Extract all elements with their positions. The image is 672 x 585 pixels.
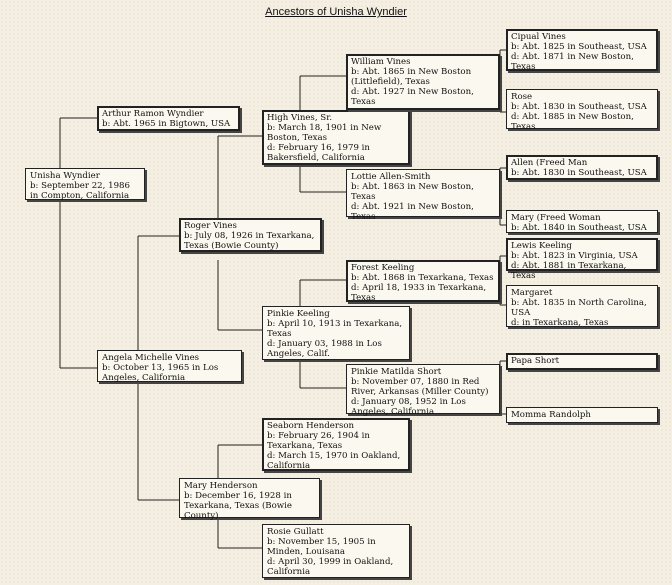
person-arthur [97,106,240,131]
person-angela [97,350,242,382]
person-lewis [506,238,658,281]
person-birth: b: Abt. 1830 in Southeast, USA [511,102,647,112]
person-birth: b: Abt. 1863 in New Boston, Texas [351,182,474,202]
person-name: Mary (Freed Woman [511,213,601,223]
person-birth: b: March 18, 1901 in New Boston, Texas [267,123,382,143]
person-margaret [506,285,658,327]
person-name: Momma Randolph [511,410,591,420]
person-birth: b: Abt. 1840 in Southeast, USA [511,223,647,233]
person-momma-randolph [506,407,658,423]
person-death: d: March 15, 1970 in Oakland, California [267,451,401,471]
person-name: Pinkie Matilda Short [351,367,442,377]
person-birth: b: Abt. 1865 in New Boston (Littlefield), Texas [351,67,472,87]
person-name: Papa Short [511,356,560,366]
person-birth: b: April 10, 1913 in Texarkana, Texas [267,319,403,339]
person-pinkie-short [346,364,500,417]
person-death: d: Abt. 1881 in Texarkana, Texas [511,261,627,281]
person-name: Mary Henderson [184,481,258,491]
person-roger [179,218,322,252]
person-death: d: in Texarkana, Texas [511,318,609,328]
person-death: d: April 30, 1999 in Oakland, California [267,557,394,577]
person-rosie [262,524,410,578]
person-birth: b: Abt. 1825 in Southeast, USA [511,42,647,52]
person-birth: b: November 07, 1880 in Red River, Arkansas (Miller County) [351,377,489,397]
person-birth: b: Abt. 1965 in Bigtown, USA [102,119,231,129]
person-birth: b: December 16, 1928 in Texarkana, Texas (Bowie County) [184,491,292,521]
person-name: Rosie Gullatt [267,527,324,537]
person-birth: b: Abt. 1835 in North Carolina, USA [511,298,647,318]
person-william [346,54,500,110]
person-death: d: Abt. 1927 in New Boston, Texas [351,87,474,107]
person-birth: b: Abt. 1830 in Southeast, USA [511,168,647,178]
person-death: d: January 03, 1988 in Los Angeles, Calif. [267,339,382,359]
person-name: Lewis Keeling [511,241,572,251]
person-death: d: January 08, 1952 in Los Angeles, California [351,397,466,417]
person-lottie [346,169,500,222]
person-birth: b: Abt. 1868 in Texarkana, Texas [351,273,494,283]
person-name: High Vines, Sr. [267,113,333,123]
person-name: Margaret [511,288,553,298]
chart-title: Ancestors of Unisha Wyndier [265,6,407,18]
person-rose [506,89,658,132]
person-name: Forest Keeling [351,263,415,273]
person-unisha [25,168,145,200]
person-allen [506,155,658,180]
person-birth: b: September 22, 1986 in Compton, California [30,181,130,201]
person-name: Angela Michelle Vines [102,353,200,363]
person-cipual [506,29,658,71]
person-death: d: Abt. 1885 in New Boston, Texas [511,112,634,132]
person-death: d: Abt. 1921 in New Boston, Texas [351,202,474,222]
person-seaborn [262,418,410,471]
person-birth: b: February 26, 1904 in Texarkana, Texas [267,431,370,451]
person-name: Seaborn Henderson [267,421,355,431]
person-name: Pinkie Keeling [267,309,330,319]
person-name: Arthur Ramon Wyndier [102,109,204,119]
person-birth: b: Abt. 1823 in Virginia, USA [511,251,638,261]
person-birth: b: October 13, 1965 in Los Angeles, California [102,363,219,383]
person-death: d: February 16, 1979 in Bakersfield, California [267,143,370,163]
person-death: d: Abt. 1871 in New Boston, Texas [511,52,634,72]
person-name: Allen (Freed Man [511,158,588,168]
person-name: Roger Vines [184,221,237,231]
person-name: Lottie Allen-Smith [351,172,431,182]
person-death: d: April 18, 1933 in Texarkana, Texas [351,283,487,303]
person-forest [346,260,500,302]
person-name: Unisha Wyndier [30,171,100,181]
person-papa-short [506,353,658,370]
person-name: William Vines [351,57,411,67]
person-name: Rose [511,92,533,102]
person-birth: b: July 08, 1926 in Texarkana, Texas (Bowie County) [184,231,315,251]
person-pinkie-keeling [262,306,410,360]
person-high-vines [262,110,410,165]
person-mary-freed [506,210,658,233]
person-name: Cipual Vines [511,32,566,42]
person-mary-henderson [179,478,320,521]
person-birth: b: November 15, 1905 in Minden, Louisana [267,537,376,557]
